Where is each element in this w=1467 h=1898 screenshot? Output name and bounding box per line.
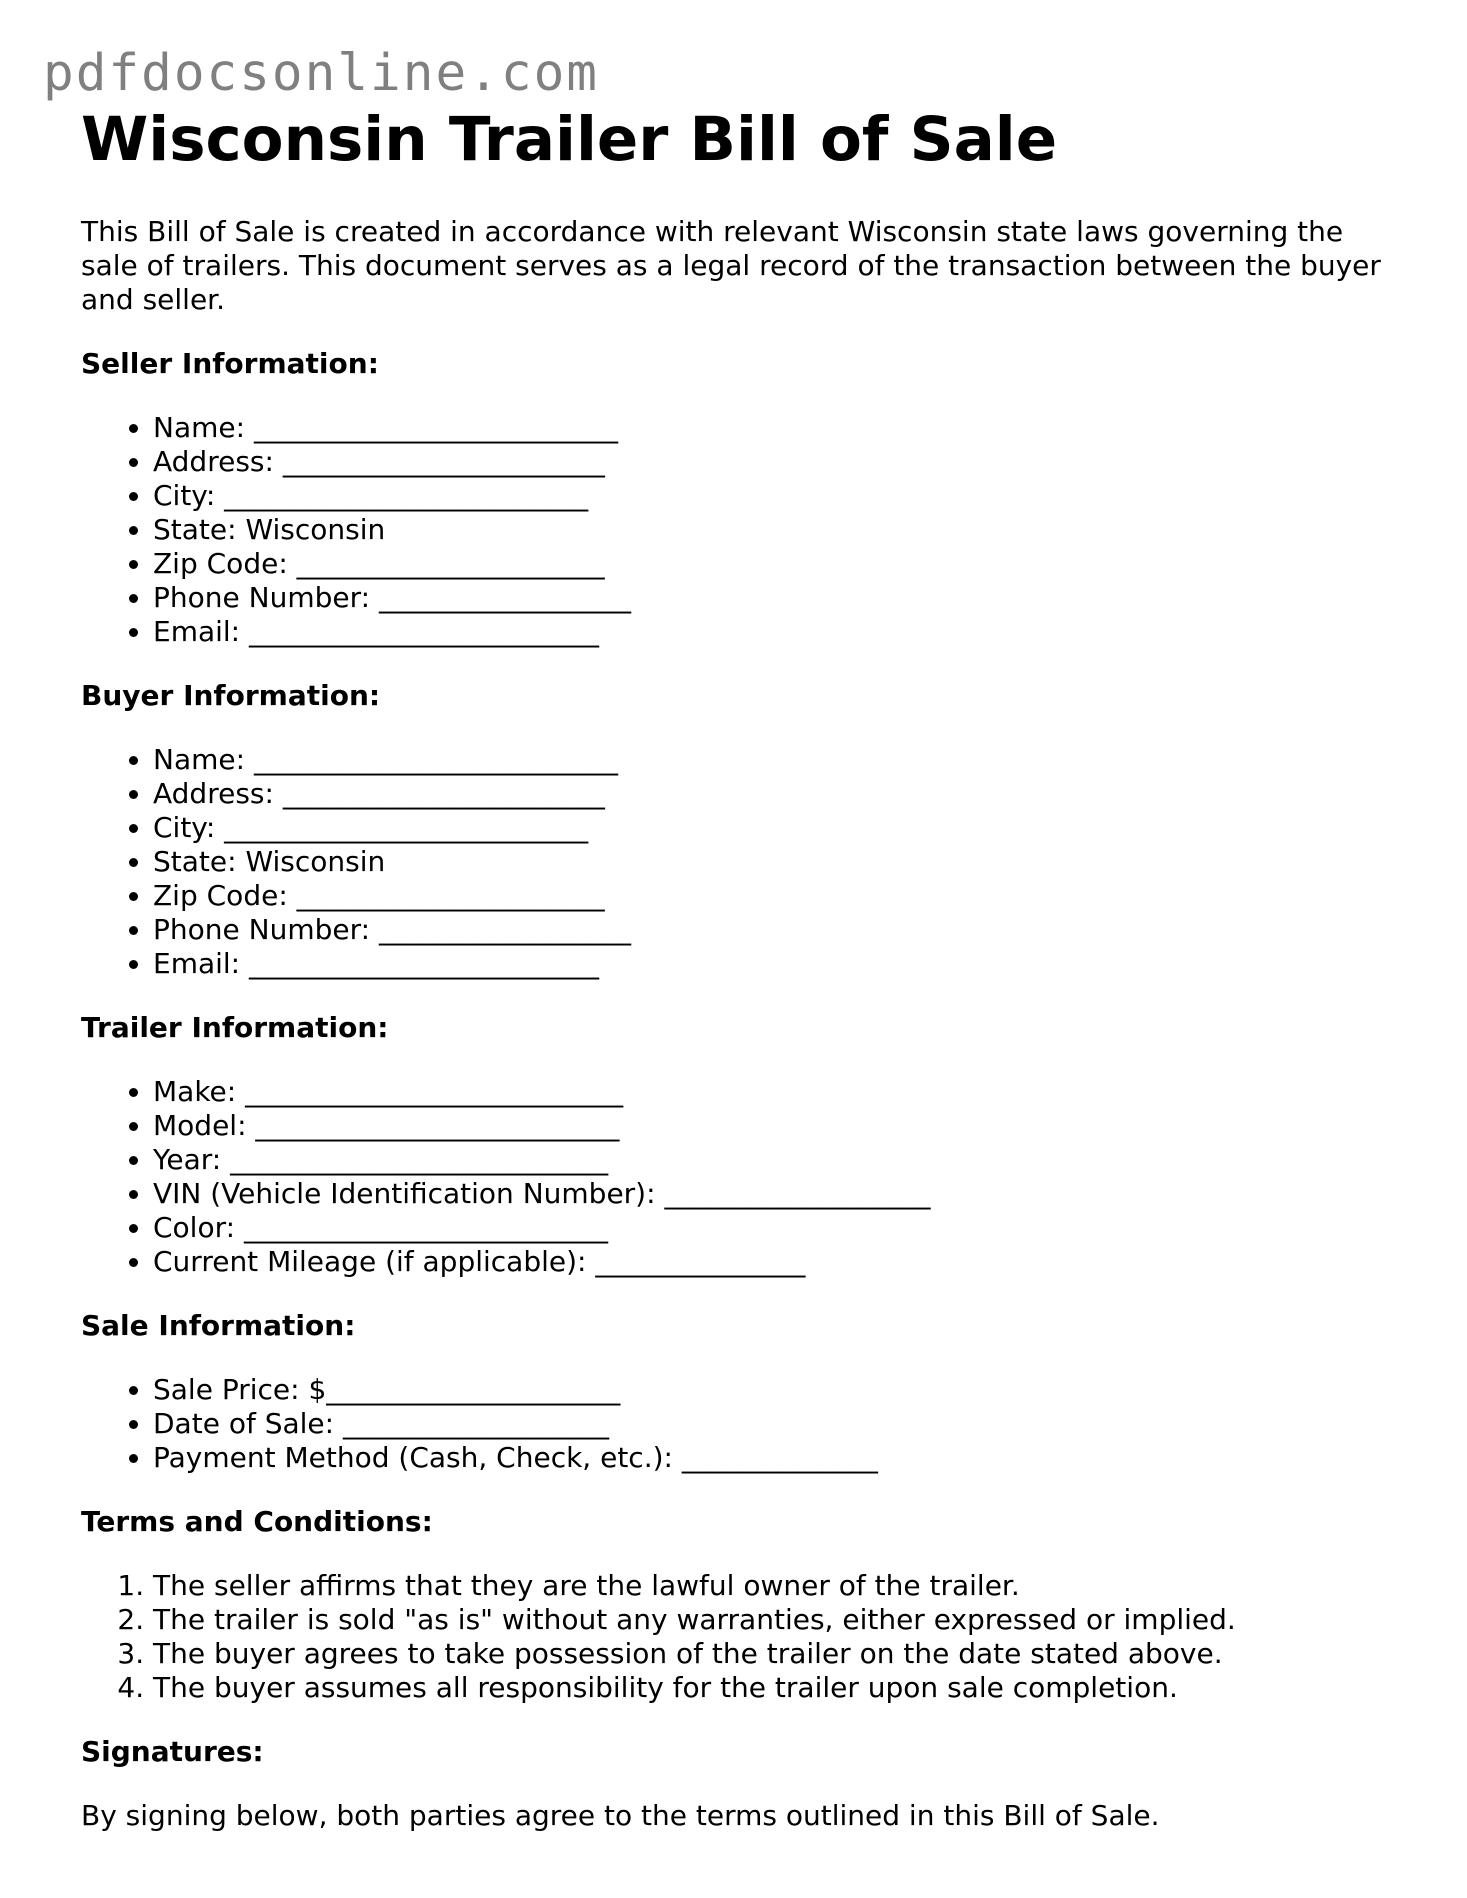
payment-method-field: • Payment Method (Cash, Check, etc.): ______________	[153, 1441, 1411, 1475]
seller-zip-field: • Zip Code: ______________________	[153, 547, 1411, 581]
term-item: 1. The seller affirms that they are the lawful owner of the trailer.	[153, 1569, 1411, 1603]
terms-list	[81, 1569, 1411, 1705]
sale-price-field: • Sale Price: $_____________________	[153, 1373, 1411, 1407]
page-title: Wisconsin Trailer Bill of Sale	[81, 104, 1058, 175]
seller-list	[81, 411, 1411, 649]
seller-state-field: • State: Wisconsin	[153, 513, 1411, 547]
seller-name-field: • Name: __________________________	[153, 411, 1411, 445]
trailer-vin-field: • VIN (Vehicle Identification Number): ___________________	[153, 1177, 1411, 1211]
buyer-list	[81, 743, 1411, 981]
buyer-phone-field: • Phone Number: __________________	[153, 913, 1411, 947]
term-item: 2. The trailer is sold "as is" without any warranties, either expressed or implied.	[153, 1603, 1411, 1637]
trailer-heading: Trailer Information:	[81, 1011, 389, 1044]
trailer-mileage-field: • Current Mileage (if applicable): _______________	[153, 1245, 1411, 1279]
buyer-name-field: • Name: __________________________	[153, 743, 1411, 777]
sale-date-field: • Date of Sale: ___________________	[153, 1407, 1411, 1441]
trailer-list	[81, 1075, 1411, 1279]
trailer-color-field: • Color: __________________________	[153, 1211, 1411, 1245]
sale-heading: Sale Information:	[81, 1309, 356, 1342]
buyer-heading: Buyer Information:	[81, 679, 381, 712]
buyer-zip-field: • Zip Code: ______________________	[153, 879, 1411, 913]
seller-heading: Seller Information:	[81, 347, 379, 380]
buyer-address-field: • Address: _______________________	[153, 777, 1411, 811]
seller-address-field: • Address: _______________________	[153, 445, 1411, 479]
trailer-model-field: • Model: __________________________	[153, 1109, 1411, 1143]
term-item: 3. The buyer agrees to take possession of the trailer on the date stated above.	[153, 1637, 1411, 1671]
document-page	[81, 98, 1411, 1833]
buyer-state-field: • State: Wisconsin	[153, 845, 1411, 879]
seller-city-field: • City: __________________________	[153, 479, 1411, 513]
signatures-text: By signing below, both parties agree to the terms outlined in this Bill of Sale.	[81, 1799, 1160, 1832]
sale-list	[81, 1373, 1411, 1475]
watermark: pdfdocsonline.com	[43, 44, 599, 103]
trailer-make-field: • Make: ___________________________	[153, 1075, 1411, 1109]
terms-heading: Terms and Conditions:	[81, 1505, 433, 1538]
buyer-email-field: • Email: _________________________	[153, 947, 1411, 981]
intro-paragraph: This Bill of Sale is created in accordance with relevant Wisconsin state laws governing the sale of trailers. This document serves as a legal record of the transaction between the buyer and seller.	[81, 215, 1381, 316]
trailer-year-field: • Year: ___________________________	[153, 1143, 1411, 1177]
term-item: 4. The buyer assumes all responsibility for the trailer upon sale completion.	[153, 1671, 1411, 1705]
seller-email-field: • Email: _________________________	[153, 615, 1411, 649]
buyer-city-field: • City: __________________________	[153, 811, 1411, 845]
signatures-heading: Signatures:	[81, 1735, 264, 1768]
seller-phone-field: • Phone Number: __________________	[153, 581, 1411, 615]
